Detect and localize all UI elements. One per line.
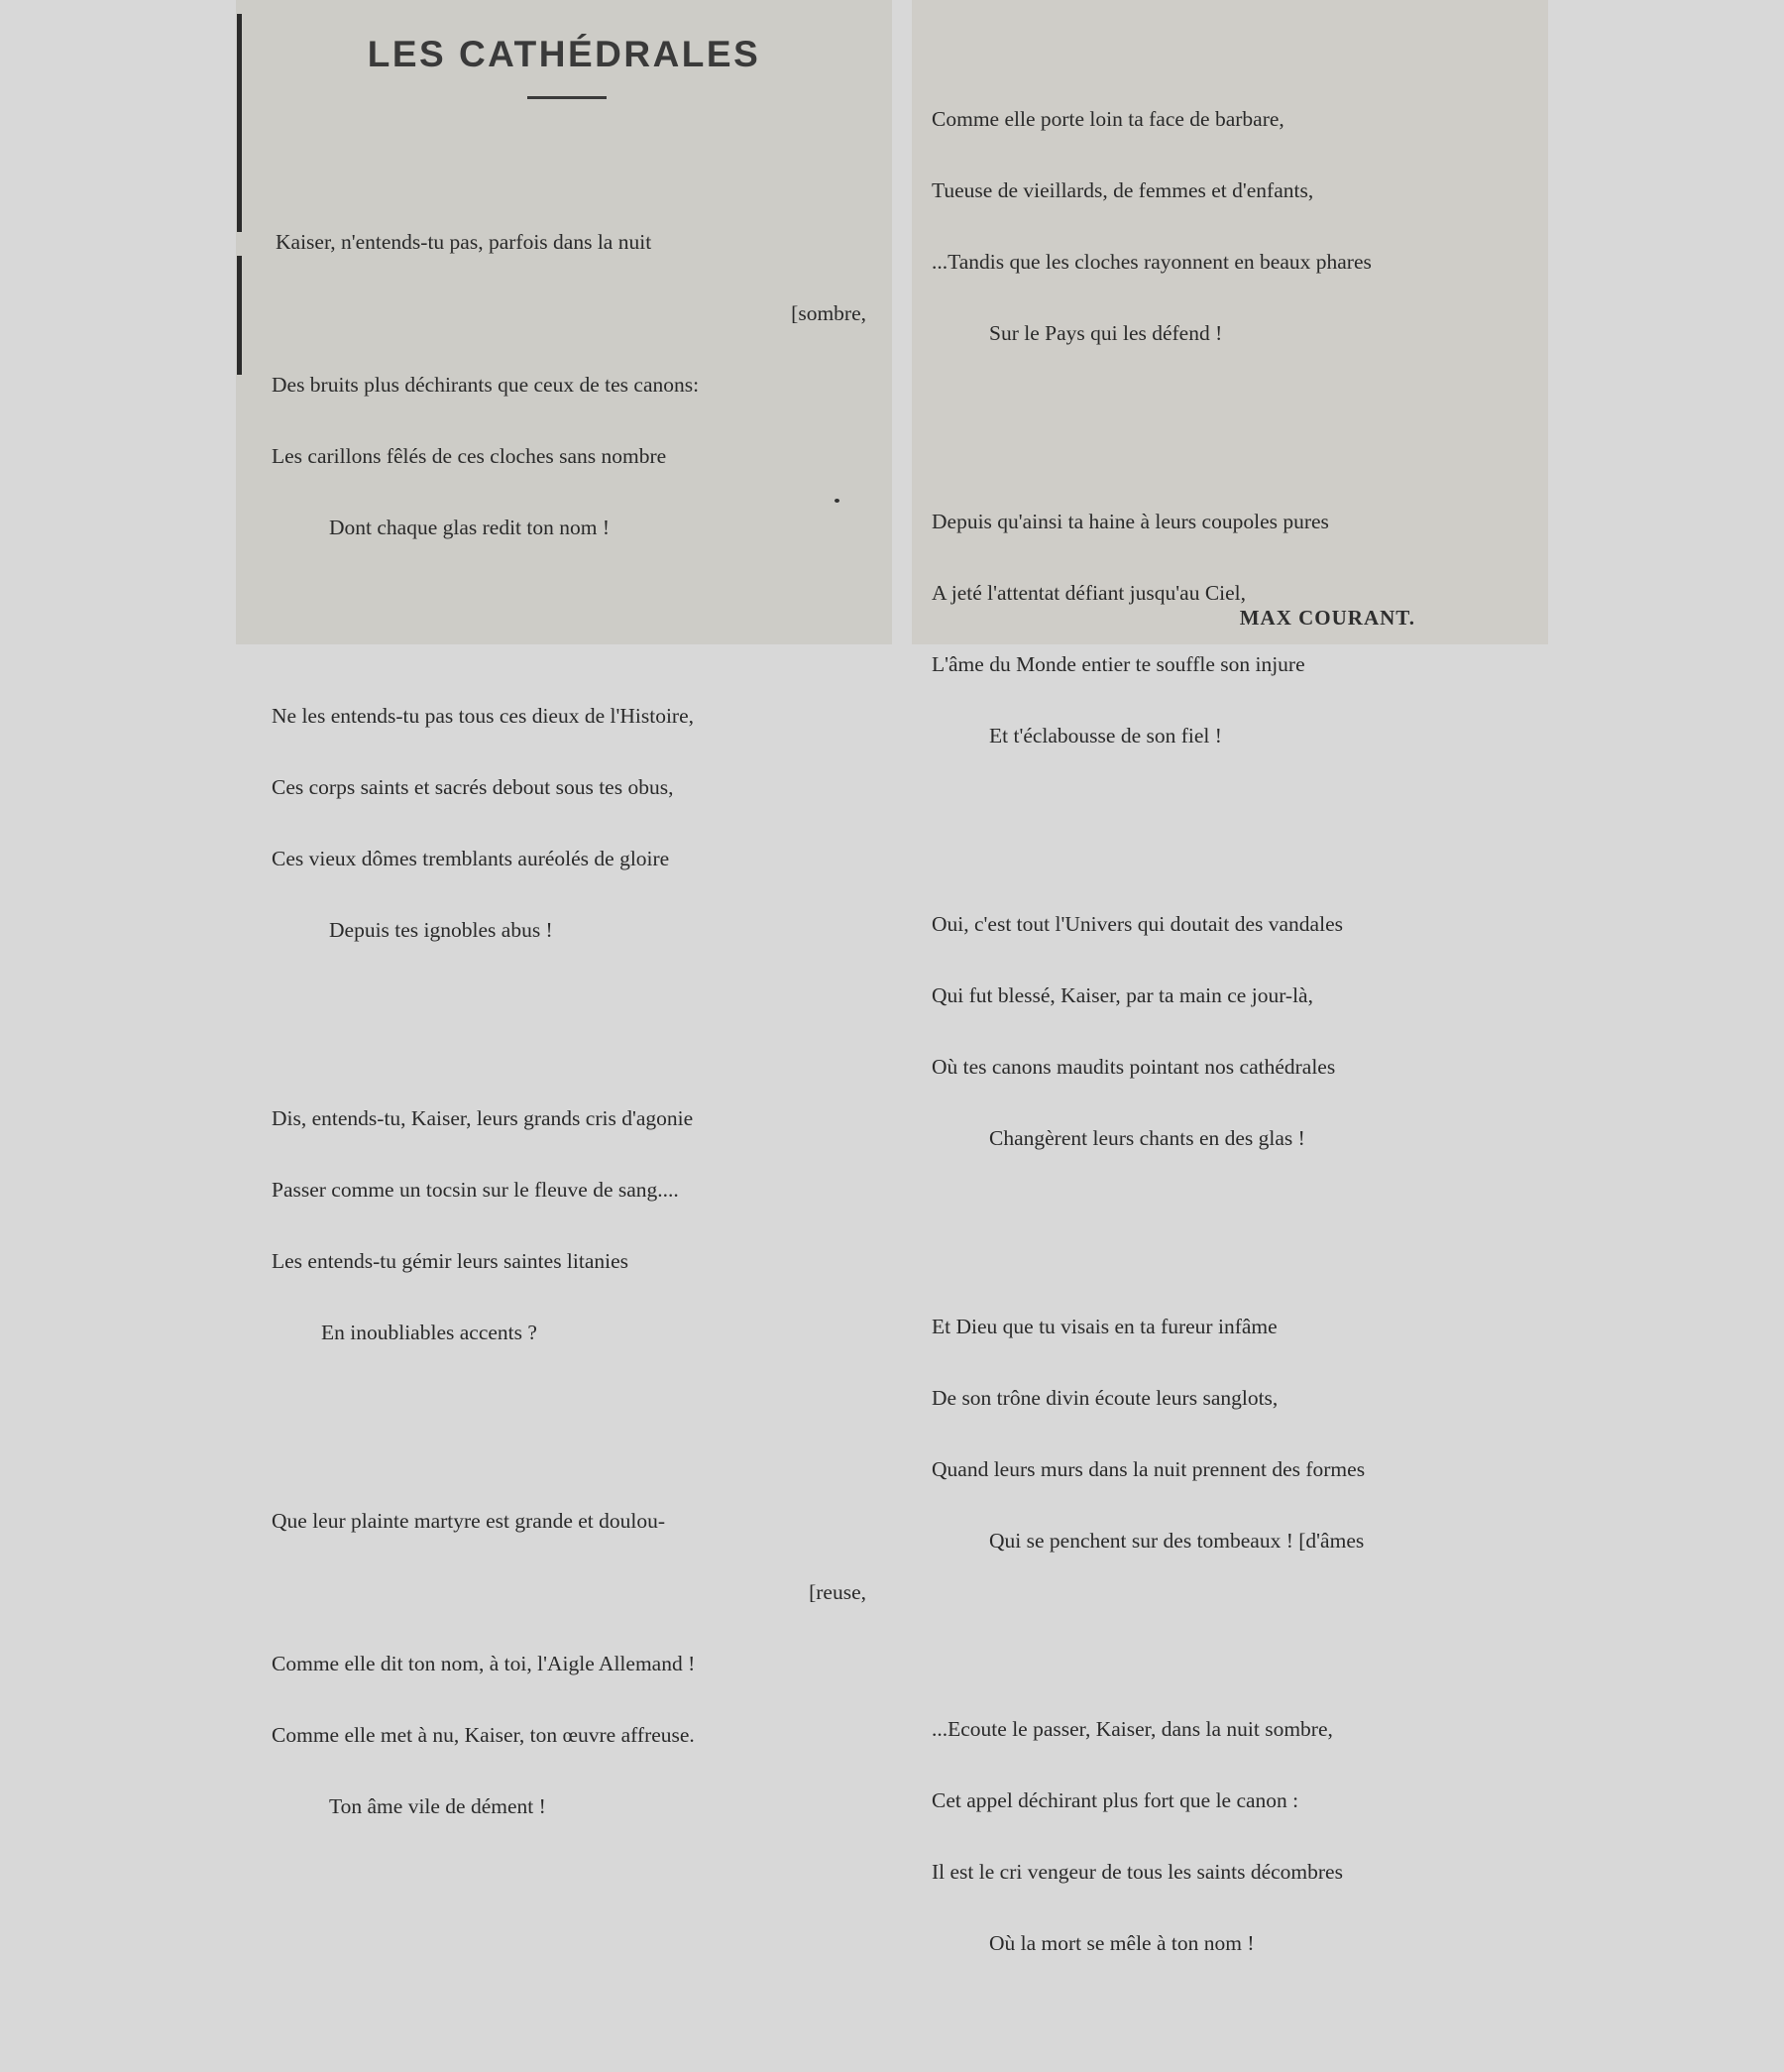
verse-line: Kaiser, n'entends-tu pas, parfois dans la nuit xyxy=(276,230,652,254)
stanza xyxy=(272,656,866,989)
author-signature: MAX COURANT. xyxy=(1239,606,1415,630)
verse-line-continuation: [sombre, xyxy=(791,301,866,325)
verse-line: Qui se penchent sur des tombeaux ! [d'âmes xyxy=(989,1529,1365,1553)
verse-line: Les carillons fêlés de ces cloches sans nombre xyxy=(272,444,667,468)
verse-line: Dont chaque glas redit ton nom ! xyxy=(329,516,611,539)
right-page xyxy=(912,0,1548,1955)
verse-line: Où tes canons maudits pointant nos cathédrales xyxy=(932,1055,1336,1079)
verse-line: Et t'éclabousse de son fiel ! xyxy=(989,724,1222,748)
ink-speck xyxy=(835,499,839,503)
stanza xyxy=(932,462,1526,795)
verse-line: Les entends-tu gémir leurs saintes litanies xyxy=(272,1249,629,1273)
verse-line: Tueuse de vieillards, de femmes et d'enfants, xyxy=(932,178,1314,202)
verse-line: Des bruits plus déchirants que ceux de tes canons: xyxy=(272,373,700,397)
verse-line-continuation: [reuse, xyxy=(809,1580,866,1604)
verse-line: A jeté l'attentat défiant jusqu'au Ciel, xyxy=(932,581,1247,605)
title-divider xyxy=(527,96,607,99)
verse-line: Ton âme vile de dément ! xyxy=(329,1794,546,1818)
verse-line: Comme elle dit ton nom, à toi, l'Aigle Allemand ! xyxy=(272,1652,696,1675)
verse-line: Et Dieu que tu visais en ta fureur infâme xyxy=(932,1315,1278,1338)
verse-line: Cet appel déchirant plus fort que le canon : xyxy=(932,1788,1299,1812)
verse-line: Dis, entends-tu, Kaiser, leurs grands cris d'agonie xyxy=(272,1106,694,1130)
verse-line: Sur le Pays qui les défend ! xyxy=(989,321,1223,345)
left-page xyxy=(236,0,892,1818)
stanza xyxy=(932,864,1526,1198)
verse-line: Qui fut blessé, Kaiser, par ta main ce jour-là, xyxy=(932,983,1313,1007)
verse-line: Comme elle met à nu, Kaiser, ton œuvre affreuse. xyxy=(272,1723,695,1747)
stanza xyxy=(932,1669,1526,2003)
stanza xyxy=(932,59,1526,393)
verse-line: Ces vieux dômes tremblants auréolés de gloire xyxy=(272,847,670,870)
verse-line: L'âme du Monde entier te souffle son injure xyxy=(932,652,1305,676)
verse-line: Ne les entends-tu pas tous ces dieux de l'Histoire, xyxy=(272,704,695,728)
verse-line: Passer comme un tocsin sur le fleuve de sang.... xyxy=(272,1178,679,1202)
verse-line: Oui, c'est tout l'Univers qui doutait des vandales xyxy=(932,912,1343,936)
verse-line: Depuis tes ignobles abus ! xyxy=(329,918,553,942)
page-title: LES CATHÉDRALES xyxy=(367,34,761,74)
verse-line: Il est le cri vengeur de tous les saints décombres xyxy=(932,1860,1343,1884)
verse-line: Quand leurs murs dans la nuit prennent des formes xyxy=(932,1457,1366,1481)
margin-rule xyxy=(237,256,242,375)
verse-line: Où la mort se mêle à ton nom ! xyxy=(989,1931,1255,1955)
poem-right xyxy=(932,12,1526,2072)
verse-line: Ces corps saints et sacrés debout sous tes obus, xyxy=(272,775,674,799)
stanza xyxy=(272,182,866,587)
verse-line: ...Tandis que les cloches rayonnent en beaux phares xyxy=(932,250,1372,274)
stanza xyxy=(272,1461,866,1866)
verse-line: Que leur plainte martyre est grande et doulou- xyxy=(272,1509,666,1533)
stanza xyxy=(932,1267,1526,1600)
verse-line: Changèrent leurs chants en des glas ! xyxy=(989,1126,1305,1150)
verse-line: ...Ecoute le passer, Kaiser, dans la nuit sombre, xyxy=(932,1717,1333,1741)
verse-line: Comme elle porte loin ta face de barbare, xyxy=(932,107,1284,131)
stanza xyxy=(272,1059,866,1392)
verse-line: De son trône divin écoute leurs sanglots, xyxy=(932,1386,1279,1410)
verse-line: Depuis qu'ainsi ta haine à leurs coupoles pures xyxy=(932,510,1329,533)
poem-left xyxy=(272,135,866,1935)
verse-line: En inoubliables accents ? xyxy=(321,1321,537,1344)
